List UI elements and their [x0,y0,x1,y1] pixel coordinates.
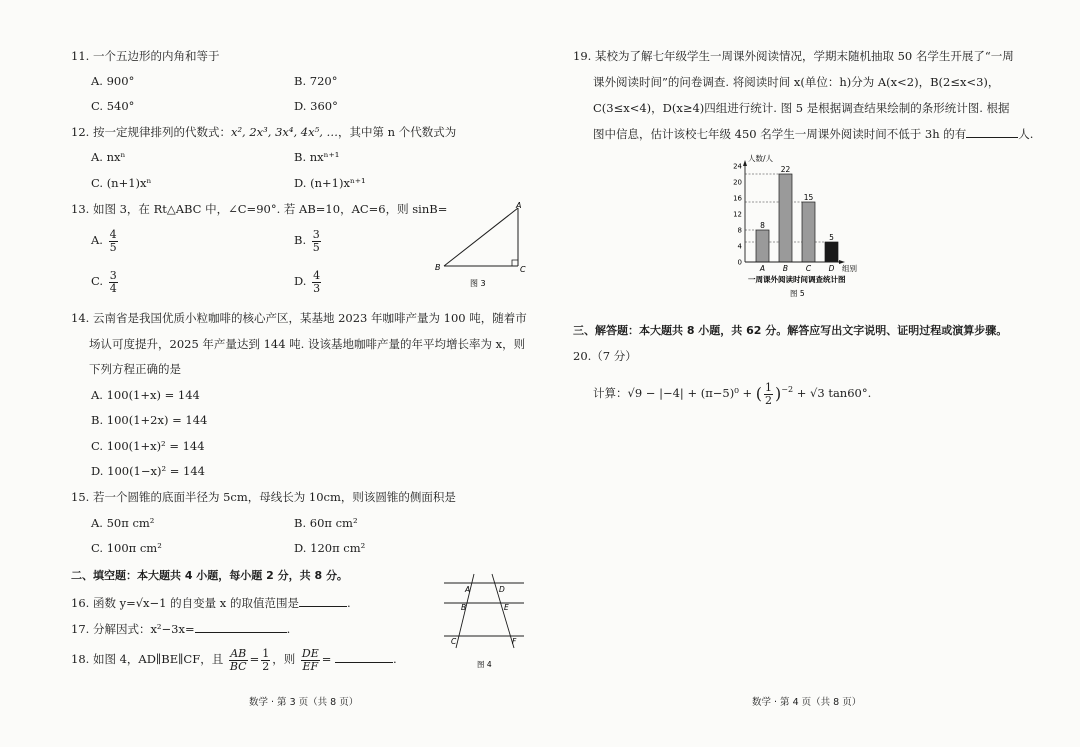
point-c-label: C [451,637,457,646]
q20-calc: 计算：√9 − |−4| + (π−5)⁰ + ( $\frac{1}{2}$ )$^{-2}$ + √3 tan60°. [593,381,872,407]
q18-frac1-num: AB [230,647,247,660]
q11-option-a: A. 900° [91,74,135,88]
q13-option-c [91,270,120,294]
y-tick-label: 0 [737,258,742,267]
y-tick-label: 8 [737,226,742,235]
q20-calc-a: 计算：√9 − |−4| + (π−5)⁰ + [593,386,753,401]
q12-stem [71,127,456,139]
q12-option-b: B. nxⁿ⁺¹ [294,150,340,164]
q20-frac-num: 1 [765,381,773,394]
point-f-label: F [512,637,517,646]
vertex-b-label: B [435,263,441,272]
q19-line2: 课外阅读时间”的问卷调查. 将阅读时间 x(单位：h)分为 A(x<2)，B(2≤x<3)， [593,75,1000,89]
chart-y-ticks [733,163,742,267]
bar-value-label: 15 [803,193,814,202]
q11-option-d: D. 360° [294,99,338,113]
q12-option-d: D. (n+1)xⁿ⁺¹ [294,176,366,190]
q18-eq1: = [249,652,260,667]
bar-value-label: 5 [829,233,834,242]
q18-frac1-den: BC [229,659,247,673]
q19-answer-blank[interactable] [966,128,1018,138]
category-label: B [782,264,789,273]
q13-option-b-den: 5 [312,240,320,254]
bar-value-label: 22 [780,165,791,174]
q13-option-a-label: A. [91,233,103,248]
q19-line4 [593,128,1033,141]
q12-option-a: A. nxⁿ [91,150,126,164]
q18 [71,648,397,672]
y-tick-label: 24 [733,162,742,171]
q11-option-b: B. 720° [294,74,338,88]
figure-3-triangle [430,200,530,292]
side-ab [444,208,518,266]
y-tick-label: 20 [733,178,742,187]
chart-bars [756,165,838,262]
q18-stem-b: ，则 [272,652,296,667]
figure-4-caption: 图 4 [477,660,492,669]
q13-option-a [91,229,120,253]
q14-option-d: D. 100(1−x)² = 144 [91,464,205,478]
q12-option-c: C. (n+1)xⁿ [91,176,152,190]
q17-answer-blank[interactable] [195,623,287,633]
figure-5-caption: 图 5 [790,289,805,298]
point-b-label: B [461,603,467,612]
section-solve-heading: 三、解答题：本大题共 8 小题，共 62 分。解答应写出文字说明、证明过程或演算步骤。 [573,324,1008,337]
point-a-label: A [465,585,471,594]
chart-title: 一周课外阅读时间调查统计图 [748,275,846,284]
q13-stem: 13. 如图 3，在 Rt△ABC 中，∠C=90°. 若 AB=10，AC=6，则 sinB= [71,202,448,216]
q16-answer-blank[interactable] [299,597,347,607]
chart-y-label: 人数/人 [748,154,774,163]
q18-frac2-num: 1 [262,647,270,660]
bar-A [756,230,769,262]
right-page-footer: 数学 · 第 4 页（共 8 页） [752,697,862,708]
point-e-label: E [504,603,509,612]
category-label: C [805,264,812,273]
q17-stem-a: 17. 分解因式：x²−3x= [71,622,195,636]
bar-value-label: 8 [760,221,765,230]
figure-3-caption: 图 3 [470,279,486,288]
q19-line4-b: 人. [1018,127,1034,141]
q11-option-c: C. 540° [91,99,135,113]
figure-5-bar-chart [728,152,868,302]
category-label: A [759,264,766,273]
q13-option-c-label: C. [91,274,104,289]
q16-stem-a: 16. 函数 y=√x−1 的自变量 x 的取值范围是 [71,596,299,610]
q11-stem: 11. 一个五边形的内角和等于 [71,49,220,63]
q13-option-d-label: D. [294,274,307,289]
q16 [71,597,351,610]
q18-stem-c: . [393,652,397,667]
bar-B [779,174,792,262]
q12-stem-a: 12. 按一定规律排列的代数式： [71,125,231,139]
q14-option-c: C. 100(1+x)² = 144 [91,439,205,453]
vertex-c-label: C [520,265,526,274]
q12-sequence: x², 2x³, 3x⁴, 4x⁵, … [230,125,339,139]
q20-title: 20.（7 分） [573,349,637,363]
chart-x-ticks [759,264,835,273]
bar-C [802,202,815,262]
q20-calc-b: + √3 tan60°. [796,386,872,401]
q14-option-b: B. 100(1+2x) = 144 [91,413,208,427]
q13-option-b-num: 3 [312,228,320,241]
q18-eq2: = [321,652,332,667]
q19-line4-a: 图中信息，估计该校七年级 450 名学生一周课外阅读时间不低于 3h 的有 [593,127,967,141]
q16-stem-b: . [346,596,351,610]
q15-option-b: B. 60π cm² [294,516,358,530]
q15-stem: 15. 若一个圆锥的底面半径为 5cm，母线长为 10cm，则该圆锥的侧面积是 [71,490,456,504]
vertex-a-label: A [516,201,522,210]
q13-option-d-den: 3 [313,281,321,295]
chart-x-label: 组别 [842,264,857,273]
q12-stem-b: ，其中第 n 个代数式为 [338,125,457,139]
q13-option-b-label: B. [294,233,307,248]
y-tick-label: 12 [733,210,742,219]
q18-answer-blank[interactable] [335,653,393,663]
y-tick-label: 4 [737,242,742,251]
q13-option-d [294,270,323,294]
q17 [71,623,290,636]
figure-4-parallel-lines [440,572,532,672]
q20-exponent: −2 [781,385,794,395]
q17-stem-b: . [286,622,291,636]
q18-stem-a: 18. 如图 4，AD∥BE∥CF，且 [71,652,224,667]
q14-line2: 场认可度提升，2025 年产量达到 144 吨. 设该基地咖啡产量的年平均增长率为 x，则 [89,337,526,351]
category-label: D [828,264,835,273]
y-tick-label: 16 [733,194,742,203]
q15-option-d: D. 120π cm² [294,541,366,555]
q18-frac2-den: 2 [262,659,270,673]
q19-line1: 19. 某校为了解七年级学生一周课外阅读情况，学期末随机抽取 50 名学生开展了“一周 [573,49,1014,63]
q14-line1: 14. 云南省是我国优质小粒咖啡的核心产区，某基地 2023 年咖啡产量为 100 吨，随着市 [71,311,527,325]
y-axis-arrow-icon [743,160,747,166]
right-angle-mark [512,260,518,266]
bar-D [825,242,838,262]
q13-option-c-den: 4 [109,281,117,295]
q13-option-c-num: 3 [109,269,117,282]
q15-option-c: C. 100π cm² [91,541,162,555]
q14-line3: 下列方程正确的是 [89,362,181,376]
section-fill-in-heading: 二、填空题：本大题共 4 小题，每小题 2 分，共 8 分。 [71,569,348,582]
q13-option-a-num: 4 [109,228,117,241]
q13-option-a-den: 5 [109,240,117,254]
q15-option-a: A. 50π cm² [91,516,155,530]
left-page-footer: 数学 · 第 3 页（共 8 页） [249,697,359,708]
point-d-label: D [499,585,505,594]
q18-frac3-num: DE [301,647,319,660]
q13-option-b [294,229,323,253]
q19-line3: C(3≤x<4)，D(x≥4)四组进行统计. 图 5 是根据调查结果绘制的条形统计图. 根据 [593,101,1010,115]
q18-frac3-den: EF [302,659,319,673]
q20-frac-den: 2 [765,393,773,407]
q13-option-d-num: 4 [313,269,321,282]
q14-option-a: A. 100(1+x) = 144 [91,388,200,402]
